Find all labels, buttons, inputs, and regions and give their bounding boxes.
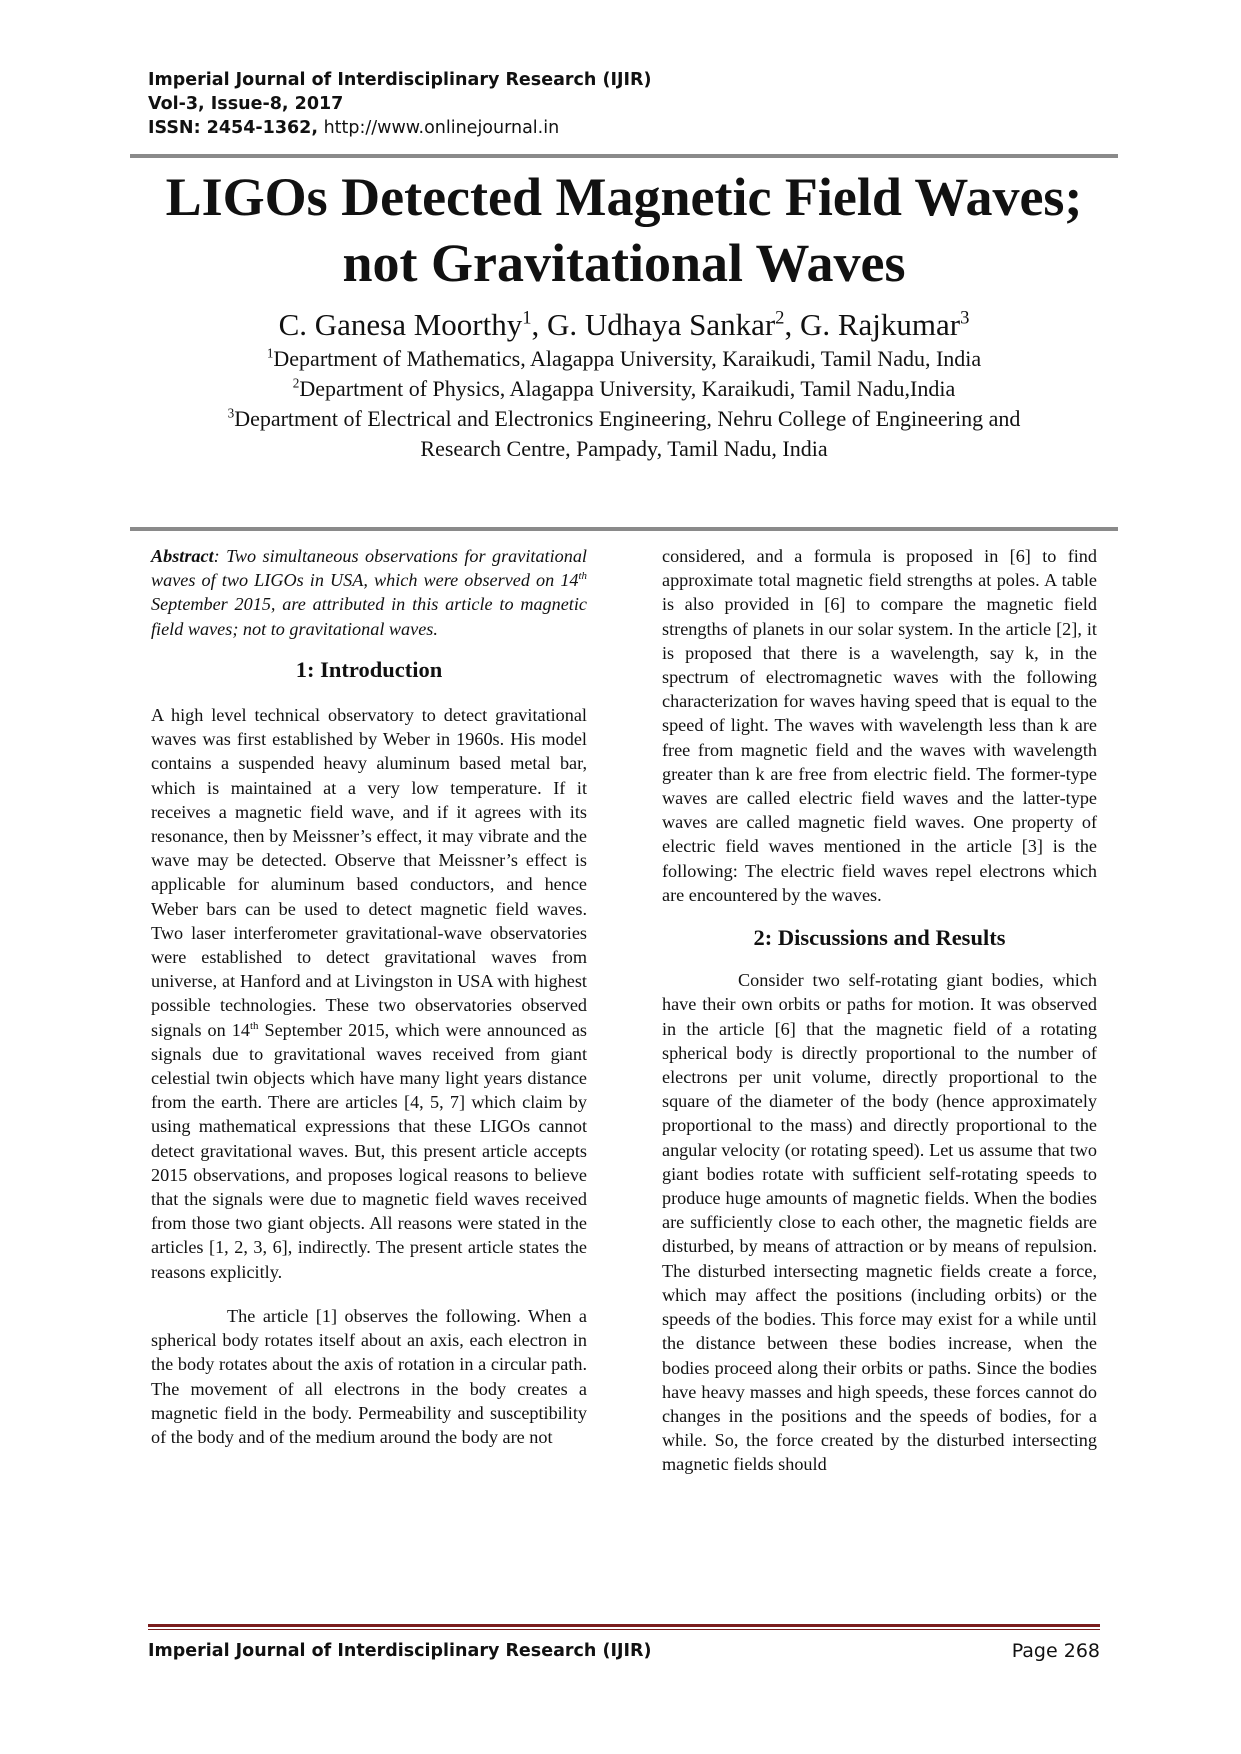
footer-rule	[148, 1624, 1100, 1627]
journal-volume: Vol-3, Issue-8, 2017	[148, 94, 344, 114]
affiliation-1	[130, 344, 1118, 374]
author-1-sup: 1	[522, 307, 532, 329]
page-title	[130, 164, 1118, 296]
affiliation-3-sup: 3	[227, 405, 235, 421]
author-3-sup: 3	[960, 307, 970, 329]
author-1: C. Ganesa Moorthy	[278, 307, 523, 342]
affiliation-2-text: Department of Physics, Alagappa University, Karaikudi, Tamil Nadu,India	[299, 376, 956, 401]
author-2: , G. Udhaya Sankar	[531, 307, 776, 342]
author-2-sup: 2	[775, 307, 785, 329]
author-3: , G. Rajkumar	[784, 307, 961, 342]
left-column	[151, 544, 587, 1449]
intro-paragraph-2: The article [1] observes the following. When a spherical body rotates itself about an axis, each electron in the body rotates about the axis of rotation in a circular path. The movement of all electrons in the body creates a magnetic field in the body. Permeability and susceptibility of the body and of the medium around the body are not	[151, 1305, 587, 1447]
section-2-heading: 2: Discussions and Results	[753, 925, 1006, 951]
abstract-text: : Two simultaneous observations for gravitational waves of two LIGOs in USA, which were observed on 14	[151, 546, 587, 591]
intro-paragraph-1	[151, 703, 587, 1284]
affiliation-1-sup: 1	[266, 345, 274, 361]
abstract-text-cont: September 2015, are attributed in this article to magnetic field waves; not to gravitational waves.	[151, 594, 587, 639]
page-number: Page 268	[1011, 1640, 1100, 1662]
title-line-1: LIGOs Detected Magnetic Field Waves;	[165, 167, 1083, 227]
right-column	[662, 544, 1097, 1477]
affiliation-3	[130, 404, 1118, 434]
footer-rule-thin	[148, 1629, 1100, 1630]
footer-journal: Imperial Journal of Interdisciplinary Research (IJIR)	[148, 1641, 652, 1661]
abstract-sup: th	[578, 570, 587, 583]
journal-url[interactable]: http://www.onlinejournal.in	[318, 118, 560, 138]
title-divider	[130, 527, 1118, 531]
section-1-heading: 1: Introduction	[295, 656, 443, 682]
intro-p1-text: A high level technical observatory to detect gravitational waves was first established by Weber in 1960s. His model contains a suspended heavy aluminum based metal bar, which is maintained at a very low temperature. If it receives a magnetic field wave, and if it agrees with its resonance, then by Meissner’s effect, it may vibrate and the wave may be detected. Observe that Meissner’s effect is applicable for aluminum based conductors, and hence Weber bars can be used to detect magnetic field waves. Two laser interferometer gravitational-wave observatories were established to detect gravitational waves from universe, at Hanford and at Livingston in USA with highest possible technologies. These two observatories observed signals on 14	[151, 705, 587, 1040]
intro-p1-sup: th	[249, 1019, 259, 1032]
affiliation-2-sup: 2	[292, 375, 300, 391]
intro-p1-text-cont: September 2015, which were announced as signals due to gravitational waves received from giant celestial twin objects which have many light years distance from the earth. There are articles [4, 5, 7] which claim by using mathematical expressions that these LIGOs cannot detect gravitational waves. But, this present article accepts 2015 observations, and proposes logical reasons to believe that the signals were due to magnetic field waves received from those two giant objects. All reasons were stated in the articles [1, 2, 3, 6], indirectly. The present article states the reasons explicitly.	[151, 1019, 587, 1282]
discussion-paragraph-1: Consider two self-rotating giant bodies, which have their own orbits or paths for motion. It was observed in the article [6] that the magnetic field of a rotating spherical body is directly proportional to the number of electrons per unit volume, directly proportional to the square of the diameter of the body (hence approximately proportional to the mass) and directly proportional to the angular velocity (or rotating speed). Let us assume that two giant bodies rotate with sufficient self-rotating speeds to produce huge amounts of magnetic fields. When the bodies are sufficiently close to each other, the magnetic fields are disturbed, by means of attraction or by means of repulsion. The disturbed intersecting magnetic fields create a force, which may affect the positions (including orbits) or the speeds of the bodies. This force may exist for a while until the distance between these bodies increase, when the bodies proceed along their orbits or paths. Since the bodies have heavy masses and high speeds, these forces cannot do changes in the positions and the speeds of bodies, for a while. So, the force created by the disturbed intersecting magnetic fields should	[662, 970, 1097, 1475]
author-list	[130, 306, 1118, 344]
journal-name: Imperial Journal of Interdisciplinary Research (IJIR)	[148, 70, 652, 90]
journal-issn	[148, 116, 651, 140]
affiliation-1-text: Department of Mathematics, Alagappa University, Karaikudi, Tamil Nadu, India	[273, 346, 982, 371]
title-line-2: not Gravitational Waves	[342, 233, 906, 293]
abstract	[151, 544, 587, 641]
affiliation-3-text: Department of Electrical and Electronics Engineering, Nehru College of Engineering and	[234, 406, 1021, 431]
issn-label: ISSN: 2454-1362,	[148, 118, 318, 138]
header-divider	[130, 154, 1118, 158]
journal-header	[148, 68, 651, 140]
right-paragraph-1: considered, and a formula is proposed in [6] to find approximate total magnetic field strengths at poles. A table is also provided in [6] to compare the magnetic field strengths of planets in our solar system. In the article [2], it is proposed that there is a wavelength, say k, in the spectrum of electromagnetic waves with the following characterization for waves having speed that is equal to the speed of light. The waves with wavelength less than k are free from magnetic field and the waves with wavelength greater than k are free from electric field. The former-type waves are called electric field waves and the latter-type waves are called magnetic field waves. One property of electric field waves mentioned in the article [3] is the following: The electric field waves repel electrons which are encountered by the waves.	[662, 546, 1097, 905]
affiliations	[130, 344, 1118, 464]
affiliation-2	[130, 374, 1118, 404]
abstract-label: Abstract	[151, 546, 214, 566]
affiliation-3-cont: Research Centre, Pampady, Tamil Nadu, India	[420, 436, 828, 461]
